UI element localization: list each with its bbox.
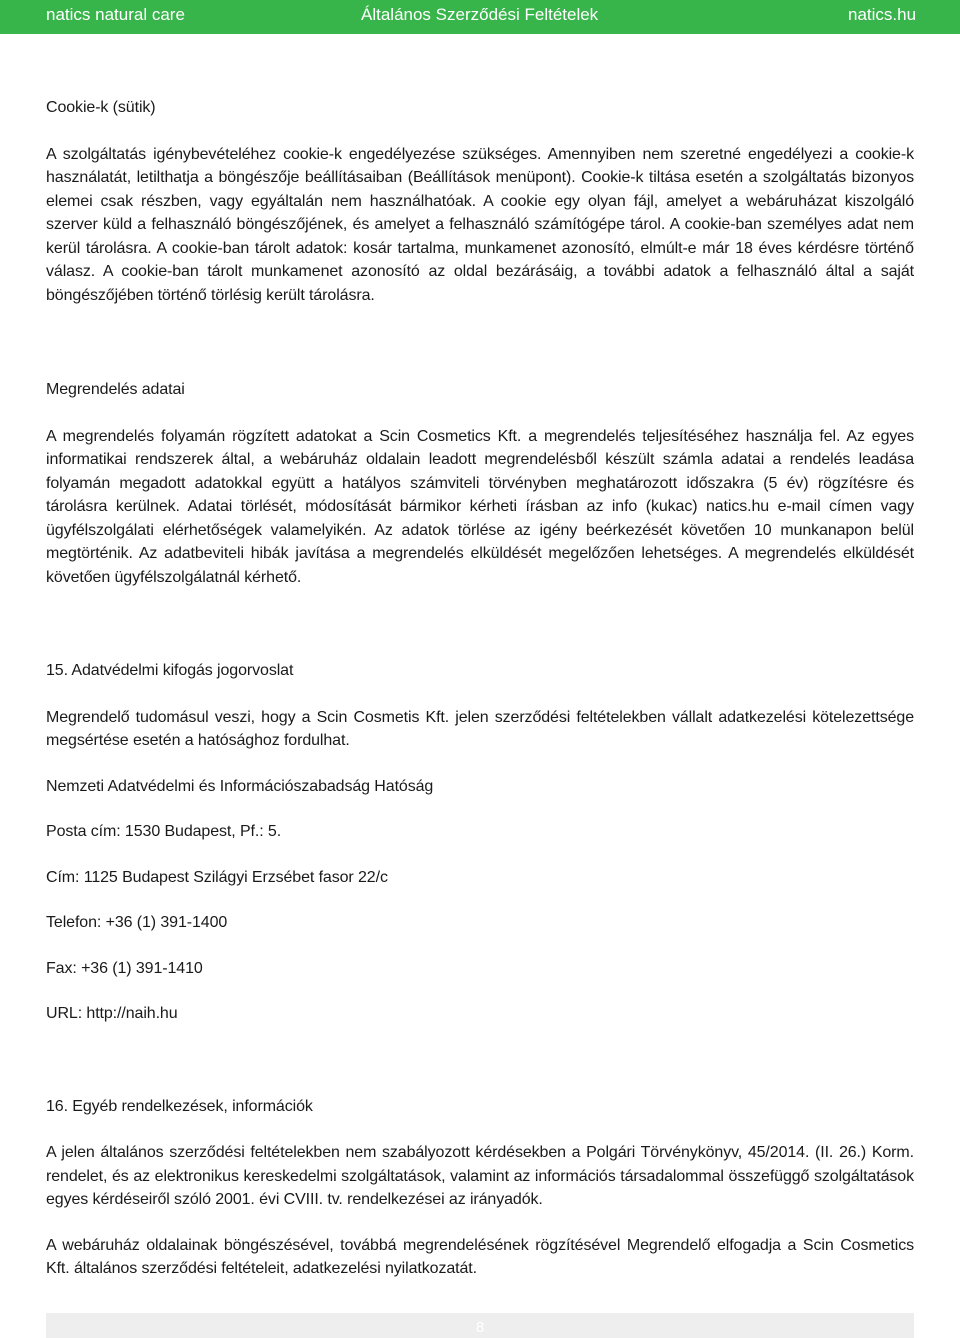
website-link[interactable]: natics.hu xyxy=(848,5,917,24)
authority-fax: Fax: +36 (1) 391-1410 xyxy=(46,959,203,977)
brand-name: natics natural care xyxy=(46,5,185,24)
section-title-data-protection-remedy: 15. Adatvédelmi kifogás jogorvoslat xyxy=(46,662,294,679)
document-body xyxy=(46,96,914,1281)
authority-phone: Telefon: +36 (1) 391-1400 xyxy=(46,914,228,931)
section-title-order-data: Megrendelés adatai xyxy=(46,381,185,398)
authority-name: Nemzeti Adatvédelmi és Információszabadság Hatóság xyxy=(46,777,434,795)
page-header xyxy=(0,0,960,34)
section-title-cookies: Cookie-k (sütik) xyxy=(46,99,156,116)
authority-postal-address: Posta cím: 1530 Budapest, Pf.: 5. xyxy=(46,823,282,840)
document-title: Általános Szerződési Feltételek xyxy=(361,5,599,24)
section-body-other-provisions: A jelen általános szerződési feltételekben nem szabályozott kérdésekben a Polgári Törvénykönyv, 45/2014. (II. 26.) Korm. rendelet, és az elektronikus kereskedelmi szolgáltatások, valamint az információs társadalommal összefüggő szolgáltatások egyes kérdéseiről szóló 2001. évi CVIII. tv. rendelkezései az irányadók. xyxy=(46,1144,914,1208)
authority-address: Cím: 1125 Budapest Szilágyi Erzsébet fasor 22/c xyxy=(46,868,388,886)
section-body-data-protection-remedy: Megrendelő tudomásul veszi, hogy a Scin Cosmetis Kft. jelen szerződési feltételekben vállalt adatkezelési kötelezettsége megsértése esetén a hatósághoz fordulhat. xyxy=(46,708,914,749)
section-body-order-data: A megrendelés folyamán rögzített adatokat a Scin Cosmetics Kft. a megrendelés teljesítéséhez használja fel. Az egyes informatikai rendszerek által, a webáruház oldalain leadott megrendelésből készült számla adatai a rendelés leadása folyamán megadott adatokkal együtt a hatályos számviteli törvényben meghatározott időszakra (5 év) rögzítésre és tárolásra kerülnek. Adatai törlését, módosítását bármikor kérheti írásban az info (kukac) natics.hu e-mail címen vagy ügyfélszolgálati elérhetőségek valamelyikén. Az adatok törlése az igény beérkezését követően 10 munkanapon belül megtörténik. Az adatbeviteli hibák javítása a megrendelés elküldését megelőzően lehetséges. A megrendelés elküldését követően ügyfélszolgálatnál kérhető. xyxy=(46,427,914,586)
page-footer xyxy=(46,1313,914,1338)
section-body-cookies: A szolgáltatás igénybevételéhez cookie-k engedélyezése szükséges. Amennyiben nem szeretné engedélyezi a cookie-k használatát, letilthatja a böngészője beállításaiban (Beállítások menüpont). Cookie-k tiltása esetén a szolgáltatás bizonyos elemei csak részben, vagy egyáltalán nem használhatóak. A cookie egy olyan fájl, amelyet a webáruházat kiszolgáló szerver küld a felhasználó böngészőjének, és amelyet a felhasználó számítógépe tárol. A cookie-ban személyes adat nem kerül tárolásra. A cookie-ban tárolt adatok: kosár tartalma, munkamenet azonosító, elmúlt-e már 18 éves kérdésre történő válasz. A cookie-ban tárolt munkamenet azonosító az oldal bezárásáig, a további adatok a felhasználó által a saját böngészőjében történő törlésig került tárolásra. xyxy=(46,145,914,304)
section-body-acceptance: A webáruház oldalainak böngészésével, továbbá megrendelésének rögzítésével Megrendelő elfogadja a Scin Cosmetics Kft. általános szerződési feltételeit, adatkezelési nyilatkozatát. xyxy=(46,1236,914,1277)
page-number: 8 xyxy=(475,1319,485,1336)
section-title-other-provisions: 16. Egyéb rendelkezések, információk xyxy=(46,1097,313,1115)
authority-url[interactable]: URL: http://naih.hu xyxy=(46,1005,178,1022)
